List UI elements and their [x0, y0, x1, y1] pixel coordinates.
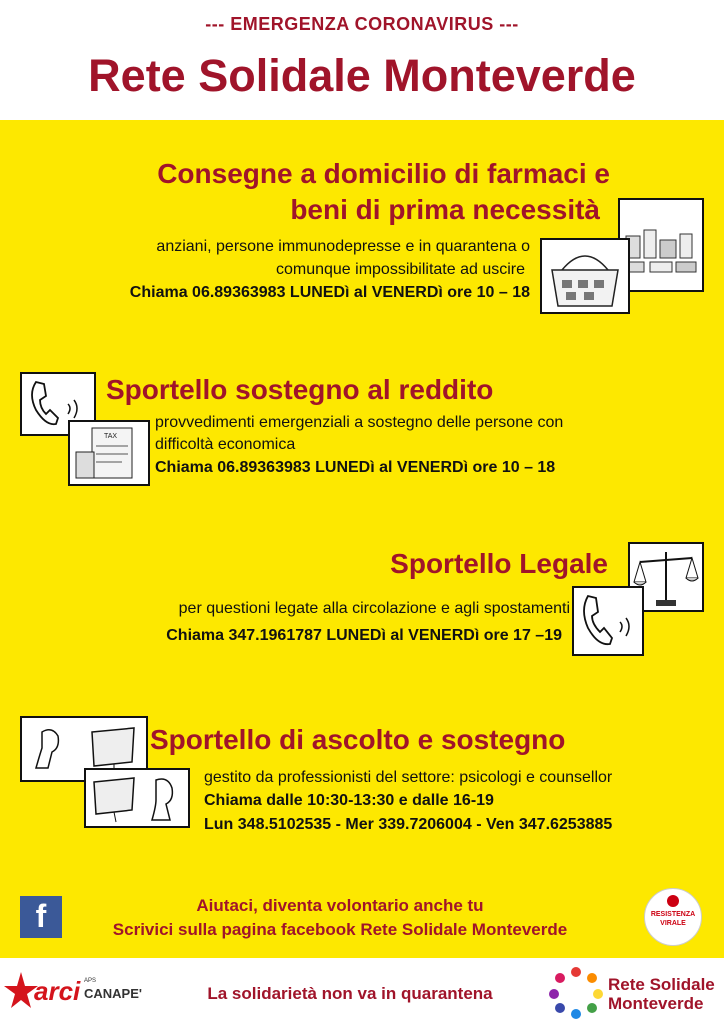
resistenza-virale-badge — [644, 888, 702, 946]
arci-star-icon — [4, 970, 38, 1014]
arci-text: arci — [34, 976, 81, 1006]
rete-solidale-logo — [546, 964, 606, 1020]
tax-form-image — [68, 420, 150, 486]
aps-text: APS — [84, 978, 97, 984]
section2-text-line2: difficoltà economica — [155, 436, 296, 453]
section2-text-line1: provvedimenti emergenziali a sostegno delle persone con — [155, 414, 564, 431]
section4-contact-line1: Chiama dalle 10:30-13:30 e dalle 16-19 — [204, 792, 494, 809]
basket-image — [540, 238, 630, 314]
emergency-subtitle: --- EMERGENZA CORONAVIRUS --- — [205, 14, 519, 34]
svg-text:TAX: TAX — [104, 433, 118, 440]
section1-title-line1: Consegne a domicilio di farmaci e — [157, 158, 610, 189]
section4-contact-line2: Lun 348.5102535 - Mer 339.7206004 - Ven 347.6253885 — [204, 816, 613, 833]
computer-icon-2 — [86, 770, 188, 826]
phone-image-2 — [572, 586, 644, 656]
section3-text: per questioni legate alla circolazione e agli spostamenti — [178, 600, 570, 617]
canape-text: CANAPE' — [84, 986, 142, 1001]
page-title: Rete Solidale Monteverde — [88, 50, 636, 101]
section4-title: Sportello di ascolto e sostegno — [150, 724, 566, 755]
section2-title: Sportello sostegno al reddito — [106, 374, 494, 405]
medicine-icon — [620, 200, 702, 290]
people-circle-icon — [546, 964, 606, 1020]
badge-line2: VIRALE — [660, 920, 686, 927]
section4-text: gestito da professionisti del settore: psicologi e counsellor — [204, 769, 613, 786]
section3-title: Sportello Legale — [390, 548, 608, 579]
section1-title-line2: beni di prima necessità — [290, 194, 600, 225]
medicine-image — [618, 198, 704, 292]
section2-contact: Chiama 06.89363983 LUNEDì al VENERDì ore 10 – 18 — [155, 459, 556, 476]
arci-canape-logo — [4, 966, 142, 1018]
facebook-icon[interactable]: f — [20, 896, 62, 938]
phone-icon-2 — [574, 588, 642, 654]
footer-brand-line1: Rete Solidale — [608, 975, 715, 994]
section1-text-line1: anziani, persone immunodepresse e in quarantena o — [156, 238, 530, 255]
volunteer-line2: Scrivici sulla pagina facebook Rete Solidale Monteverde — [112, 920, 568, 939]
tax-document-icon — [70, 422, 148, 484]
footer-brand-line2: Monteverde — [608, 994, 704, 1013]
section1-text-line2: comunque impossibilitate ad uscire — [275, 261, 525, 278]
section1-contact: Chiama 06.89363983 LUNEDì al VENERDì ore 10 – 18 — [129, 284, 530, 301]
footer-slogan: La solidarietà non va in quarantena — [207, 984, 493, 1003]
basket-icon — [542, 240, 628, 312]
section3-contact: Chiama 347.1961787 LUNEDì al VENERDì ore 17 –19 — [166, 627, 562, 644]
counselling-image-2 — [84, 768, 190, 828]
virus-icon — [667, 895, 679, 907]
badge-line1: RESISTENZA — [650, 911, 696, 918]
volunteer-line1: Aiutaci, diventa volontario anche tu — [196, 896, 484, 915]
